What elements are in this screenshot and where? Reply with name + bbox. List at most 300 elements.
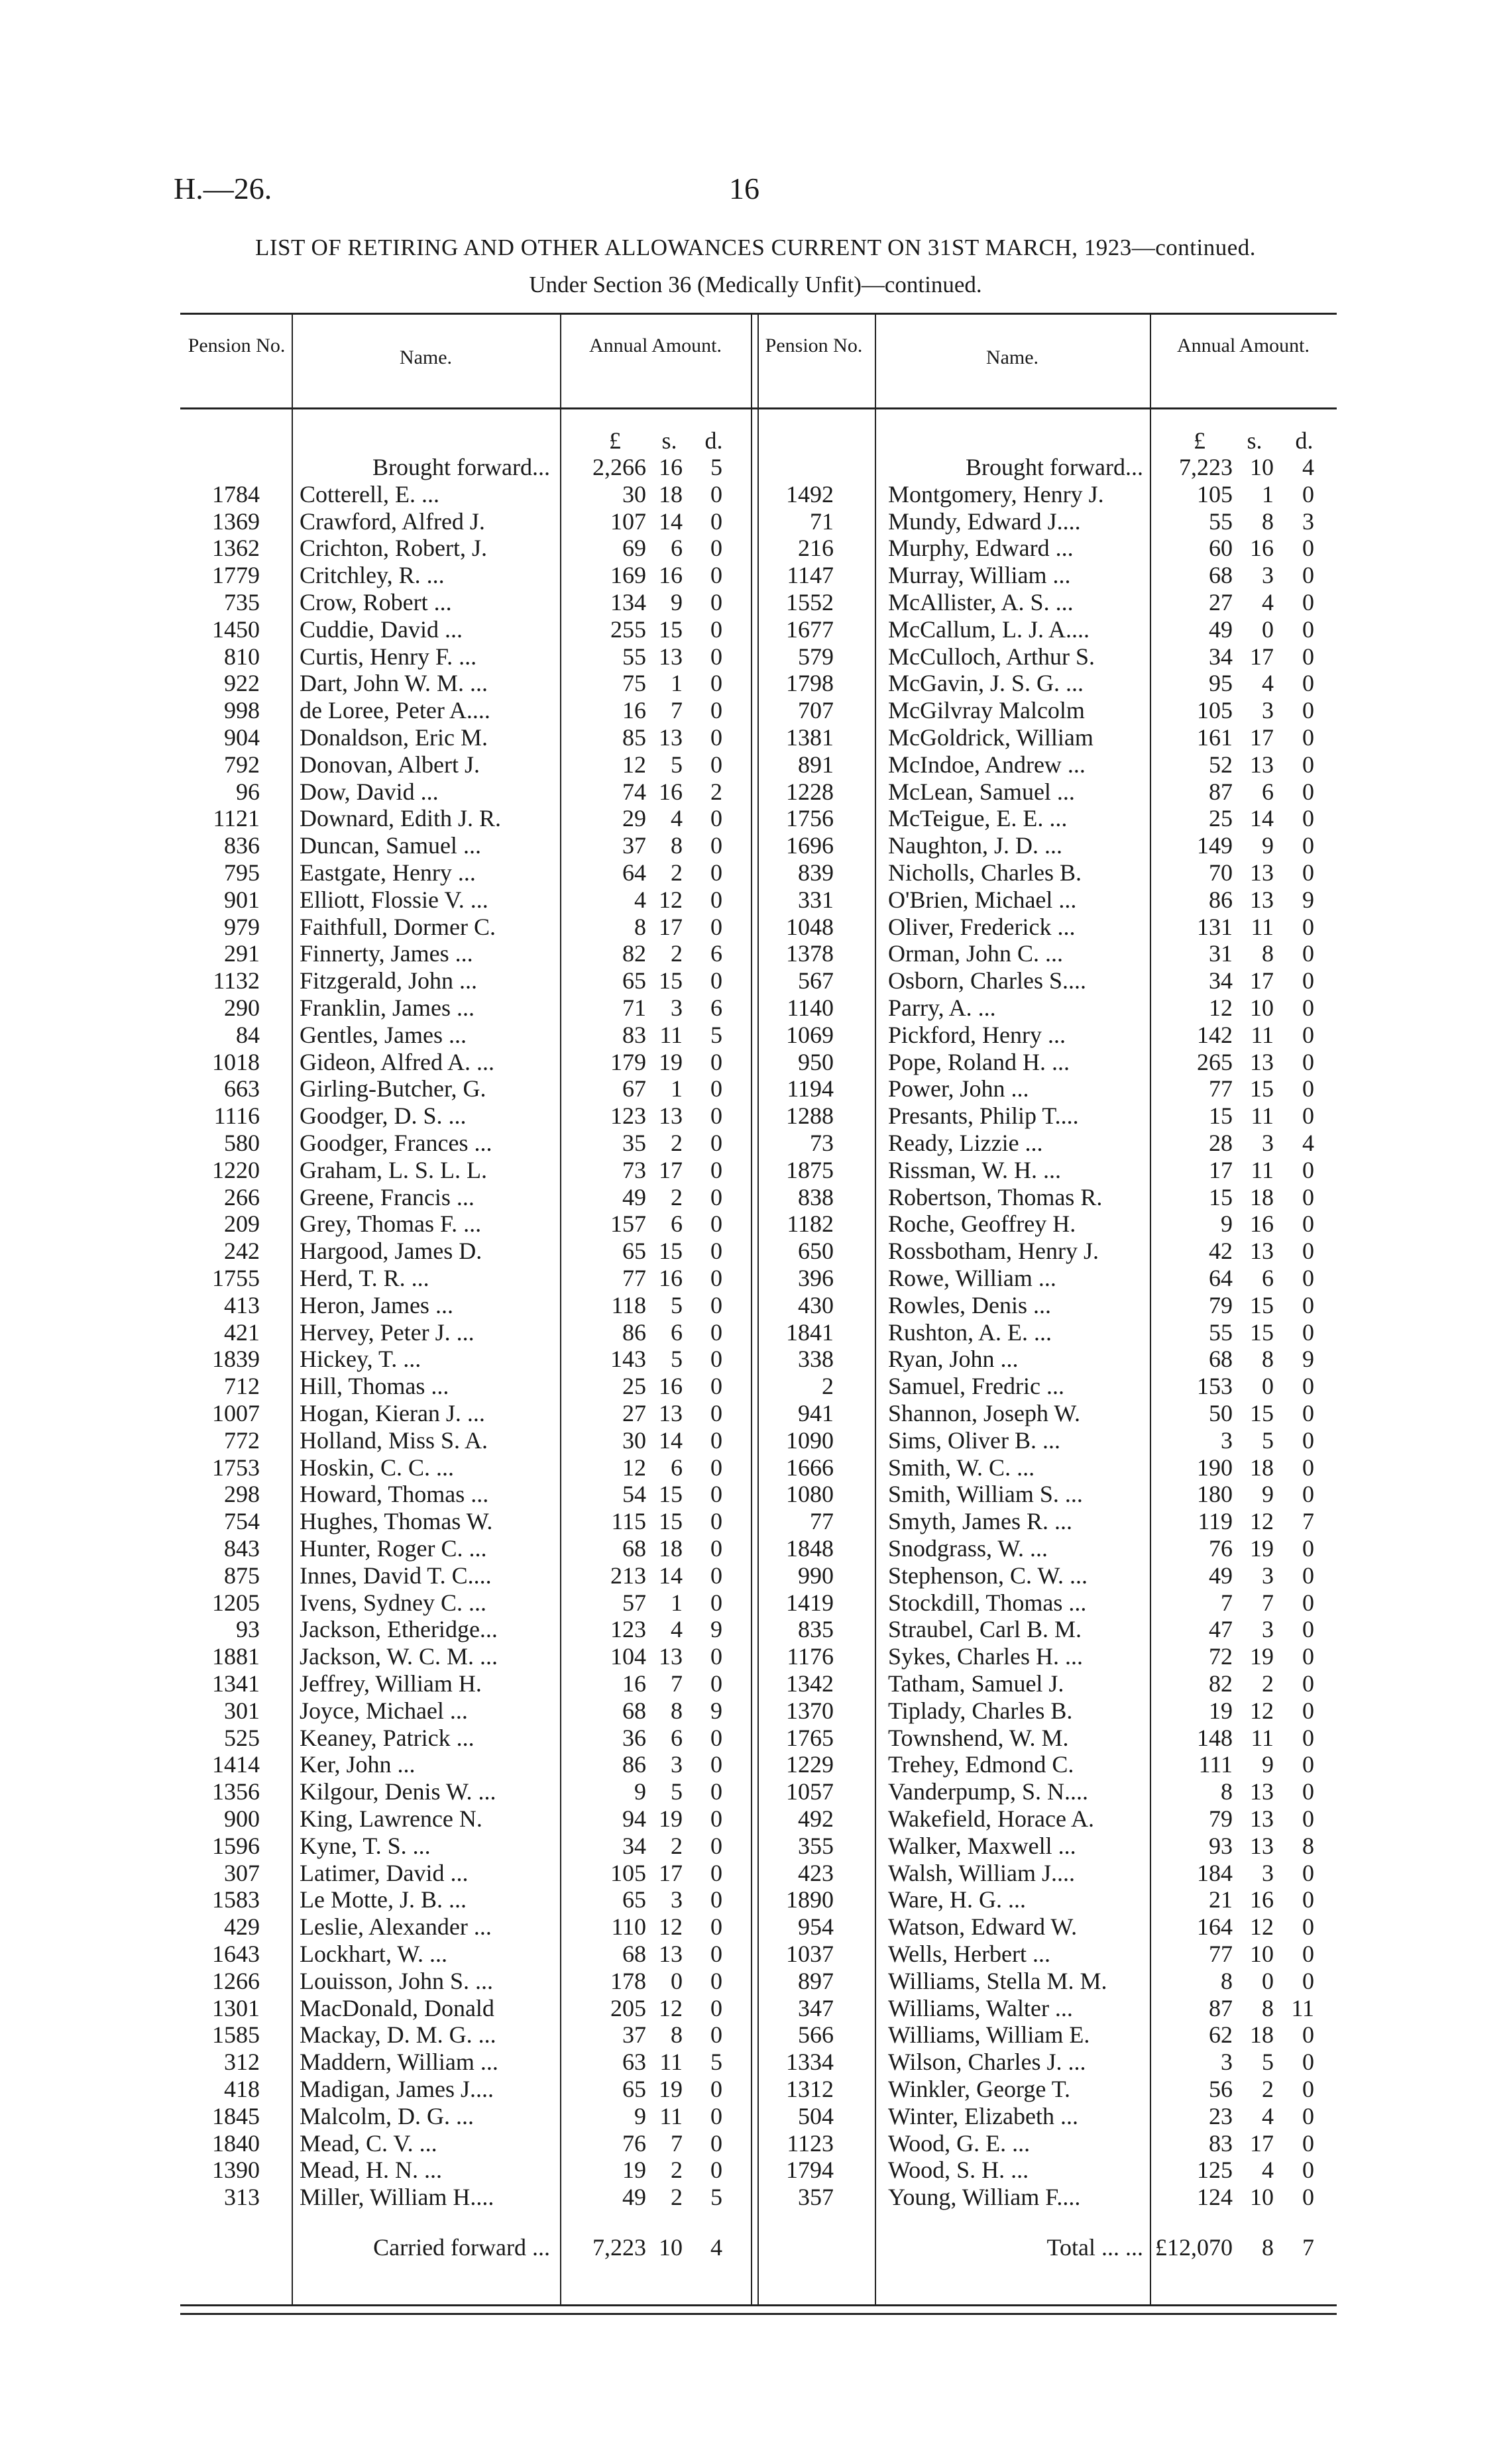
pensioner-name: Hargood, James D. xyxy=(300,1238,482,1264)
amount-shillings: 5 xyxy=(671,1778,683,1805)
pension-number: 1890 xyxy=(786,1886,834,1913)
amount-pence: 0 xyxy=(1302,616,1314,643)
amount-shillings: 18 xyxy=(1250,1184,1274,1210)
pensioner-name: Smith, W. C. ... xyxy=(888,1454,1035,1481)
amount-pounds: 69 xyxy=(622,535,646,561)
pensioner-name: Gentles, James ... xyxy=(300,1022,467,1048)
pensioner-name: Walsh, William J.... xyxy=(888,1860,1075,1886)
pension-number: 1794 xyxy=(786,2157,834,2183)
pension-number: 1390 xyxy=(212,2157,260,2183)
amount-shillings: 2 xyxy=(671,859,683,886)
amount-pence: 0 xyxy=(710,1805,722,1832)
amount-pounds: 2,266 xyxy=(592,454,646,480)
amount-pounds: 118 xyxy=(611,1292,646,1318)
amount-pounds: 190 xyxy=(1197,1454,1233,1481)
pension-number: 580 xyxy=(224,1130,260,1156)
amount-pounds: 54 xyxy=(622,1481,646,1507)
amount-pounds: 164 xyxy=(1197,1913,1233,1940)
amount-shillings: 8 xyxy=(1262,508,1274,535)
amount-pence: 6 xyxy=(710,940,722,967)
amount-pence: 5 xyxy=(710,1022,722,1048)
pensioner-name: Dart, John W. M. ... xyxy=(300,670,488,696)
amount-pence: 0 xyxy=(710,832,722,859)
pension-number: 735 xyxy=(224,589,260,616)
amount-shillings: 8 xyxy=(671,1697,683,1724)
pension-number: 1069 xyxy=(786,1022,834,1048)
total-label: Total ... ... xyxy=(1046,2234,1143,2261)
pensioner-name: Sims, Oliver B. ... xyxy=(888,1427,1061,1454)
pensioner-name: Heron, James ... xyxy=(300,1292,453,1318)
pension-number: 990 xyxy=(798,1562,834,1589)
amount-pounds: 34 xyxy=(1209,967,1233,994)
pension-number: 290 xyxy=(224,994,260,1021)
amount-shillings: 13 xyxy=(1250,1049,1274,1075)
pension-number: 1229 xyxy=(786,1751,834,1778)
pension-number: 312 xyxy=(224,2049,260,2075)
pensioner-name: Walker, Maxwell ... xyxy=(888,1833,1076,1859)
pension-number: 492 xyxy=(798,1805,834,1832)
amount-pence: 0 xyxy=(710,481,722,508)
pensioner-name: Greene, Francis ... xyxy=(300,1184,475,1210)
amount-shillings: 17 xyxy=(659,1860,683,1886)
amount-pence: 4 xyxy=(1302,1130,1314,1156)
amount-pounds: 107 xyxy=(610,508,646,535)
amount-pence: 0 xyxy=(1302,1075,1314,1102)
amount-pounds: 15 xyxy=(1209,1184,1233,1210)
pensioner-name: King, Lawrence N. xyxy=(300,1805,482,1832)
amount-pence: 0 xyxy=(710,1102,722,1129)
amount-shillings: 2 xyxy=(1262,2076,1274,2102)
amount-pence: 0 xyxy=(710,1643,722,1670)
amount-shillings: 16 xyxy=(659,1265,683,1291)
amount-pounds: 19 xyxy=(622,2157,646,2183)
amount-pounds: 34 xyxy=(622,1833,646,1859)
amount-pence: 0 xyxy=(1302,1670,1314,1697)
amount-pence: 0 xyxy=(1302,2184,1314,2210)
amount-pence: 0 xyxy=(710,805,722,831)
pension-number: 413 xyxy=(224,1292,260,1318)
amount-pounds: 255 xyxy=(610,616,646,643)
amount-shillings: 11 xyxy=(1251,1157,1274,1183)
amount-pence: 0 xyxy=(1302,1562,1314,1589)
amount-shillings: 11 xyxy=(659,2103,683,2129)
amount-shillings: 17 xyxy=(659,1157,683,1183)
amount-pence: 7 xyxy=(1302,1508,1314,1534)
pension-number: 1147 xyxy=(787,562,834,588)
pension-number: 712 xyxy=(224,1373,260,1399)
amount-pence: 0 xyxy=(1302,1481,1314,1507)
amount-pounds: 70 xyxy=(1209,859,1233,886)
amount-pounds: 4 xyxy=(634,886,646,913)
pension-number: 209 xyxy=(224,1210,260,1237)
amount-pounds: 64 xyxy=(622,859,646,886)
pension-number: 792 xyxy=(224,751,260,778)
amount-pence: 0 xyxy=(710,2130,722,2157)
pensioner-name: Holland, Miss S. A. xyxy=(300,1427,488,1454)
amount-shillings: 13 xyxy=(1250,1778,1274,1805)
amount-shillings: 1 xyxy=(1262,481,1274,508)
pensioner-name: Ware, H. G. ... xyxy=(888,1886,1027,1913)
pension-number: 1450 xyxy=(212,616,260,643)
amount-pence: 0 xyxy=(1302,1805,1314,1832)
amount-pounds: 49 xyxy=(622,2184,646,2210)
amount-shillings: 4 xyxy=(671,805,683,831)
currency-pence-label: d. xyxy=(704,427,723,454)
pension-number: 357 xyxy=(798,2184,834,2210)
amount-shillings: 10 xyxy=(1250,994,1274,1021)
amount-shillings: 18 xyxy=(1250,1454,1274,1481)
amount-shillings: 5 xyxy=(671,1292,683,1318)
amount-shillings: 3 xyxy=(671,1886,683,1913)
amount-pence: 0 xyxy=(1302,1102,1314,1129)
amount-pence: 0 xyxy=(710,1373,722,1399)
amount-pence: 5 xyxy=(710,2049,722,2075)
amount-shillings: 1 xyxy=(671,1075,683,1102)
amount-pence: 0 xyxy=(1302,2076,1314,2102)
amount-pence: 0 xyxy=(1302,589,1314,616)
amount-shillings: 17 xyxy=(1250,724,1274,751)
pensioner-name: McIndoe, Andrew ... xyxy=(888,751,1086,778)
amount-pounds: 143 xyxy=(610,1346,646,1372)
pension-number: 838 xyxy=(798,1184,834,1210)
amount-pounds: 29 xyxy=(622,805,646,831)
amount-shillings: 7 xyxy=(671,697,683,723)
amount-pounds: 47 xyxy=(1209,1616,1233,1642)
amount-shillings: 18 xyxy=(1250,2021,1274,2048)
amount-pence: 9 xyxy=(710,1697,722,1724)
amount-pounds: 76 xyxy=(1209,1535,1233,1562)
amount-shillings: 19 xyxy=(1250,1535,1274,1562)
pension-number: 1057 xyxy=(786,1778,834,1805)
pensioner-name: Hoskin, C. C. ... xyxy=(300,1454,455,1481)
pensioner-name: Maddern, William ... xyxy=(300,2049,498,2075)
pension-number: 810 xyxy=(224,643,260,670)
pensioner-name: Innes, David T. C.... xyxy=(300,1562,492,1589)
pension-number: 891 xyxy=(798,751,834,778)
amount-pence: 0 xyxy=(1302,940,1314,967)
amount-pounds: 7,223 xyxy=(592,2234,646,2261)
amount-pence: 0 xyxy=(710,1157,722,1183)
amount-pence: 2 xyxy=(710,778,722,805)
pension-number: 313 xyxy=(224,2184,260,2210)
amount-pence: 0 xyxy=(1302,1238,1314,1264)
pension-number: 1643 xyxy=(212,1941,260,1967)
pensioner-name: Lockhart, W. ... xyxy=(300,1941,447,1967)
amount-pence: 0 xyxy=(710,724,722,751)
pensioner-name: Stockdill, Thomas ... xyxy=(888,1589,1087,1616)
pension-number: 2 xyxy=(822,1373,834,1399)
amount-pounds: 3 xyxy=(1221,2049,1233,2075)
pensioner-name: Montgomery, Henry J. xyxy=(888,481,1104,508)
pensioner-name: Dow, David ... xyxy=(300,778,439,805)
pension-number: 423 xyxy=(798,1860,834,1886)
amount-pence: 0 xyxy=(710,1481,722,1507)
pension-number: 941 xyxy=(798,1400,834,1426)
pension-number: 77 xyxy=(810,1508,834,1534)
amount-pence: 0 xyxy=(1302,1292,1314,1318)
pension-number: 922 xyxy=(224,670,260,696)
pension-number: 1341 xyxy=(212,1670,260,1697)
amount-shillings: 8 xyxy=(671,832,683,859)
amount-pounds: 31 xyxy=(1209,940,1233,967)
pensioner-name: Fitzgerald, John ... xyxy=(300,967,477,994)
amount-shillings: 3 xyxy=(1262,1616,1274,1642)
pensioner-name: Murphy, Edward ... xyxy=(888,535,1074,561)
rule-line xyxy=(180,2304,1337,2306)
amount-pounds: 85 xyxy=(622,724,646,751)
pensioner-name: McAllister, A. S. ... xyxy=(888,589,1074,616)
amount-pence: 0 xyxy=(710,1049,722,1075)
pension-number: 1753 xyxy=(212,1454,260,1481)
amount-pounds: 65 xyxy=(622,967,646,994)
amount-shillings: 6 xyxy=(671,1319,683,1346)
column-header-pension-no: Pension No. xyxy=(765,335,863,356)
pension-number: 338 xyxy=(798,1346,834,1372)
amount-pounds: 8 xyxy=(1221,1778,1233,1805)
column-divider xyxy=(560,313,561,2304)
amount-shillings: 14 xyxy=(1250,805,1274,831)
amount-shillings: 1 xyxy=(671,1589,683,1616)
pension-number: 1696 xyxy=(786,832,834,859)
pensioner-name: Robertson, Thomas R. xyxy=(888,1184,1103,1210)
pension-number: 1666 xyxy=(786,1454,834,1481)
pension-number: 266 xyxy=(224,1184,260,1210)
amount-pence: 5 xyxy=(710,2184,722,2210)
amount-pence: 0 xyxy=(710,1292,722,1318)
amount-pence: 0 xyxy=(1302,2049,1314,2075)
pensioner-name: Crichton, Robert, J. xyxy=(300,535,487,561)
amount-pence: 0 xyxy=(1302,1319,1314,1346)
amount-pounds: 73 xyxy=(622,1157,646,1183)
pension-number: 904 xyxy=(224,724,260,751)
pension-number: 430 xyxy=(798,1292,834,1318)
pensioner-name: Goodger, D. S. ... xyxy=(300,1102,467,1129)
amount-pence: 0 xyxy=(1302,1968,1314,1994)
pensioner-name: Latimer, David ... xyxy=(300,1860,469,1886)
amount-pounds: 134 xyxy=(610,589,646,616)
pension-number: 1881 xyxy=(212,1643,260,1670)
amount-shillings: 12 xyxy=(1250,1913,1274,1940)
amount-shillings: 3 xyxy=(671,994,683,1021)
pension-number: 1378 xyxy=(786,940,834,967)
pensioner-name: Straubel, Carl B. M. xyxy=(888,1616,1082,1642)
amount-pence: 0 xyxy=(710,859,722,886)
amount-pence: 0 xyxy=(1302,1860,1314,1886)
pension-number: 1266 xyxy=(212,1968,260,1994)
pensioner-name: Presants, Philip T.... xyxy=(888,1102,1079,1129)
amount-pence: 0 xyxy=(1302,1643,1314,1670)
amount-pence: 0 xyxy=(710,1238,722,1264)
pensioner-name: Le Motte, J. B. ... xyxy=(300,1886,467,1913)
amount-pounds: 55 xyxy=(1209,1319,1233,1346)
pensioner-name: Watson, Edward W. xyxy=(888,1913,1078,1940)
amount-shillings: 9 xyxy=(671,589,683,616)
pensioner-name: Jeffrey, William H. xyxy=(300,1670,482,1697)
amount-pounds: 184 xyxy=(1197,1860,1233,1886)
amount-pounds: 30 xyxy=(622,1427,646,1454)
pension-number: 1194 xyxy=(787,1075,834,1102)
amount-pence: 0 xyxy=(710,1995,722,2021)
pensioner-name: Gideon, Alfred A. ... xyxy=(300,1049,494,1075)
amount-pounds: 87 xyxy=(1209,1995,1233,2021)
pension-number: 1182 xyxy=(787,1210,834,1237)
amount-pounds: 77 xyxy=(622,1265,646,1291)
amount-pence: 0 xyxy=(1302,1373,1314,1399)
pensioner-name: McGavin, J. S. G. ... xyxy=(888,670,1084,696)
amount-pounds: 93 xyxy=(1209,1833,1233,1859)
amount-pence: 0 xyxy=(1302,2103,1314,2129)
amount-shillings: 19 xyxy=(659,1049,683,1075)
pensioner-name: Rushton, A. E. ... xyxy=(888,1319,1052,1346)
pension-number: 1369 xyxy=(212,508,260,535)
amount-shillings: 6 xyxy=(671,1454,683,1481)
pension-number: 1228 xyxy=(786,778,834,805)
amount-shillings: 19 xyxy=(659,2076,683,2102)
amount-pence: 0 xyxy=(710,562,722,588)
pension-number: 950 xyxy=(798,1049,834,1075)
pensioner-name: Donovan, Albert J. xyxy=(300,751,480,778)
amount-pence: 0 xyxy=(710,1508,722,1534)
amount-pounds: 42 xyxy=(1209,1238,1233,1264)
pension-number: 650 xyxy=(798,1238,834,1264)
amount-pence: 0 xyxy=(1302,2130,1314,2157)
amount-shillings: 13 xyxy=(1250,1833,1274,1859)
pensioner-name: Graham, L. S. L. L. xyxy=(300,1157,487,1183)
amount-pounds: 123 xyxy=(610,1102,646,1129)
pension-number: 1585 xyxy=(212,2021,260,2048)
amount-pence: 0 xyxy=(710,1454,722,1481)
column-divider xyxy=(292,313,293,2304)
pension-number: 897 xyxy=(798,1968,834,1994)
pension-number: 96 xyxy=(236,778,260,805)
amount-shillings: 8 xyxy=(1262,940,1274,967)
amount-shillings: 16 xyxy=(1250,1210,1274,1237)
pensioner-name: Parry, A. ... xyxy=(888,994,996,1021)
pension-number: 1841 xyxy=(786,1319,834,1346)
amount-pounds: 86 xyxy=(622,1751,646,1778)
pensioner-name: Smith, William S. ... xyxy=(888,1481,1083,1507)
amount-pence: 0 xyxy=(710,751,722,778)
amount-shillings: 3 xyxy=(1262,562,1274,588)
amount-pounds: 7 xyxy=(1221,1589,1233,1616)
pension-number: 663 xyxy=(224,1075,260,1102)
amount-pence: 0 xyxy=(1302,1427,1314,1454)
pensioner-name: McTeigue, E. E. ... xyxy=(888,805,1068,831)
amount-pence: 0 xyxy=(710,1265,722,1291)
pension-number: 1845 xyxy=(212,2103,260,2129)
amount-pounds: 79 xyxy=(1209,1805,1233,1832)
pension-number: 298 xyxy=(224,1481,260,1507)
pensioner-name: Orman, John C. ... xyxy=(888,940,1063,967)
amount-shillings: 15 xyxy=(1250,1075,1274,1102)
column-header-annual-amount: Annual Amount. xyxy=(1177,335,1310,356)
amount-shillings: 6 xyxy=(671,535,683,561)
amount-shillings: 9 xyxy=(1262,832,1274,859)
amount-shillings: 2 xyxy=(671,940,683,967)
amount-pence: 0 xyxy=(710,1184,722,1210)
amount-pence: 0 xyxy=(710,589,722,616)
pensioner-name: MacDonald, Donald xyxy=(300,1995,494,2021)
amount-pence: 0 xyxy=(1302,994,1314,1021)
amount-pounds: 110 xyxy=(611,1913,646,1940)
amount-pence: 0 xyxy=(1302,1022,1314,1048)
pension-number: 567 xyxy=(798,967,834,994)
pension-number: 1784 xyxy=(212,481,260,508)
pension-number: 504 xyxy=(798,2103,834,2129)
pensioner-name: Mundy, Edward J.... xyxy=(888,508,1081,535)
pensioner-name: Williams, Walter ... xyxy=(888,1995,1073,2021)
amount-pence: 0 xyxy=(1302,1157,1314,1183)
amount-pounds: 169 xyxy=(610,562,646,588)
amount-shillings: 4 xyxy=(1262,670,1274,696)
amount-pounds: 36 xyxy=(622,1725,646,1751)
amount-pence: 6 xyxy=(710,994,722,1021)
amount-pounds: 76 xyxy=(622,2130,646,2157)
pension-number: 839 xyxy=(798,859,834,886)
currency-pence-label: d. xyxy=(1295,427,1314,454)
amount-pence: 8 xyxy=(1302,1833,1314,1859)
amount-pence: 0 xyxy=(1302,967,1314,994)
amount-pence: 0 xyxy=(710,1400,722,1426)
pension-number: 1848 xyxy=(786,1535,834,1562)
pension-number: 73 xyxy=(810,1130,834,1156)
amount-pence: 0 xyxy=(1302,2157,1314,2183)
pension-number: 84 xyxy=(236,1022,260,1048)
amount-pounds: 68 xyxy=(622,1535,646,1562)
amount-pounds: 9 xyxy=(1221,1210,1233,1237)
amount-shillings: 7 xyxy=(1262,1589,1274,1616)
amount-pounds: 105 xyxy=(610,1860,646,1886)
pensioner-name: Ker, John ... xyxy=(300,1751,416,1778)
pensioner-name: Joyce, Michael ... xyxy=(300,1697,468,1724)
amount-shillings: 8 xyxy=(671,2021,683,2048)
amount-pence: 0 xyxy=(1302,1913,1314,1940)
amount-pence: 0 xyxy=(710,1751,722,1778)
amount-pence: 0 xyxy=(1302,914,1314,940)
pension-number: 901 xyxy=(224,886,260,913)
pension-number: 1414 xyxy=(212,1751,260,1778)
amount-shillings: 13 xyxy=(659,1643,683,1670)
column-divider xyxy=(751,313,752,2304)
amount-shillings: 2 xyxy=(671,1833,683,1859)
pensioner-name: Hill, Thomas ... xyxy=(300,1373,449,1399)
pension-number: 1677 xyxy=(786,616,834,643)
pensioner-name: McCallum, L. J. A.... xyxy=(888,616,1090,643)
amount-pounds: 153 xyxy=(1197,1373,1233,1399)
pensioner-name: Rowe, William ... xyxy=(888,1265,1056,1291)
amount-pence: 0 xyxy=(710,1725,722,1751)
pension-number: 1875 xyxy=(786,1157,834,1183)
amount-pounds: 55 xyxy=(1209,508,1233,535)
pensioner-name: Cotterell, E. ... xyxy=(300,481,439,508)
amount-pence: 0 xyxy=(1302,697,1314,723)
amount-pounds: 27 xyxy=(622,1400,646,1426)
amount-shillings: 13 xyxy=(1250,886,1274,913)
amount-pounds: 72 xyxy=(1209,1643,1233,1670)
amount-shillings: 13 xyxy=(659,1941,683,1967)
pension-number: 1220 xyxy=(212,1157,260,1183)
pension-number: 1362 xyxy=(212,535,260,561)
pension-number: 772 xyxy=(224,1427,260,1454)
amount-pounds: 49 xyxy=(1209,1562,1233,1589)
pensioner-name: Miller, William H.... xyxy=(300,2184,494,2210)
amount-pence: 0 xyxy=(710,1346,722,1372)
amount-shillings: 8 xyxy=(1262,2234,1274,2261)
pensioner-name: Mead, C. V. ... xyxy=(300,2130,437,2157)
pension-number: 1839 xyxy=(212,1346,260,1372)
amount-pounds: 19 xyxy=(1209,1697,1233,1724)
amount-shillings: 13 xyxy=(1250,859,1274,886)
